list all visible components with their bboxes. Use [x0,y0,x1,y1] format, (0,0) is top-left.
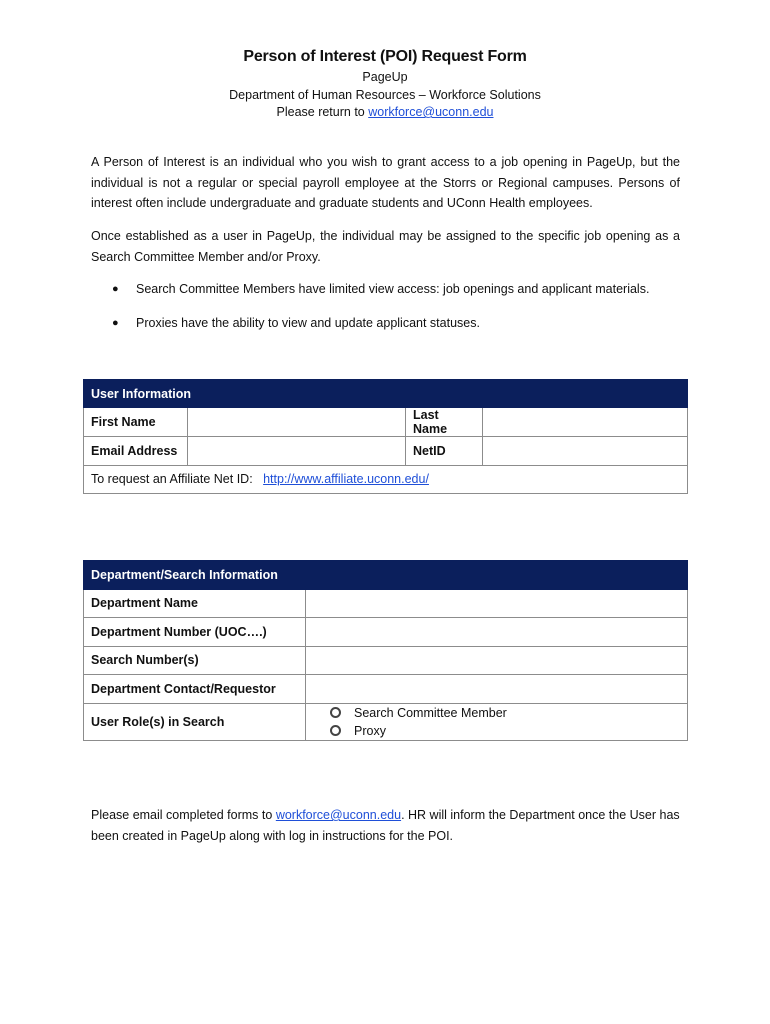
bullet-item [112,282,649,296]
radio-button-icon[interactable] [330,707,341,718]
bullet-item [112,316,480,330]
role-option-label: Search Committee Member [354,705,507,720]
intro-paragraph-1: A Person of Interest is an individual who you wish to grant access to a job opening in PageUp, but the individual is not a regular or special payroll employee at the Storrs or Regional campuses. Persons of interest often include undergraduate and graduate students and UConn Health employees. [91,155,680,210]
department-number-field[interactable] [306,618,688,647]
department-contact-label: Department Contact/Requestor [84,675,306,704]
footer-prefix: Please email completed forms to [91,808,276,822]
department-name-label: Department Name [84,589,306,618]
intro-paragraph-2: Once established as a user in PageUp, the individual may be assigned to the specific job opening as a Search Committee Member and/or Proxy. [91,229,680,264]
department-name-field[interactable] [306,589,688,618]
subtitle: PageUp [362,70,408,84]
department-number-label: Department Number (UOC….) [84,618,306,647]
bullet-icon: ● [112,317,119,329]
last-name-field[interactable] [483,408,688,437]
first-name-field[interactable] [188,408,406,437]
search-number-label: Search Number(s) [84,646,306,675]
department-line: Department of Human Resources – Workforce Solutions [229,88,541,102]
last-name-label: Last Name [406,408,483,437]
email-address-label: Email Address [84,437,188,466]
affiliate-link[interactable]: http://www.affiliate.uconn.edu/ [263,472,429,487]
return-email-link[interactable]: workforce@uconn.edu [368,105,494,119]
first-name-label: First Name [84,408,188,437]
return-prefix: Please return to [276,105,369,119]
bullet-icon: ● [112,283,119,295]
footer-paragraph [91,805,680,846]
department-info-heading: Department/Search Information [84,561,688,590]
email-address-field[interactable] [188,437,406,466]
radio-button-icon[interactable] [330,725,341,736]
bullet-text: Search Committee Members have limited view access: job openings and applicant materials. [136,282,650,296]
department-contact-field[interactable] [306,675,688,704]
affiliate-row [84,465,688,494]
footer-email-link[interactable]: workforce@uconn.edu [275,808,402,822]
footer-suffix: . HR will inform the Department once the User has been created in PageUp along with log in instructions for the POI. [91,808,680,843]
role-option-label: Proxy [354,723,386,738]
bullet-text: Proxies have the ability to view and update applicant statuses. [136,316,480,330]
user-info-table [83,379,688,494]
form-title: Person of Interest (POI) Request Form [243,48,527,65]
return-line [0,105,770,119]
netid-label: NetID [406,437,483,466]
user-role-label: User Role(s) in Search [84,703,306,740]
search-number-field[interactable] [306,646,688,675]
affiliate-prefix: To request an Affiliate Net ID: [91,472,264,487]
role-option-search-committee[interactable] [306,704,687,722]
department-info-table [83,560,688,741]
role-option-proxy[interactable] [306,722,687,740]
user-role-options [306,703,688,740]
netid-field[interactable] [483,437,688,466]
user-info-heading: User Information [84,380,688,408]
